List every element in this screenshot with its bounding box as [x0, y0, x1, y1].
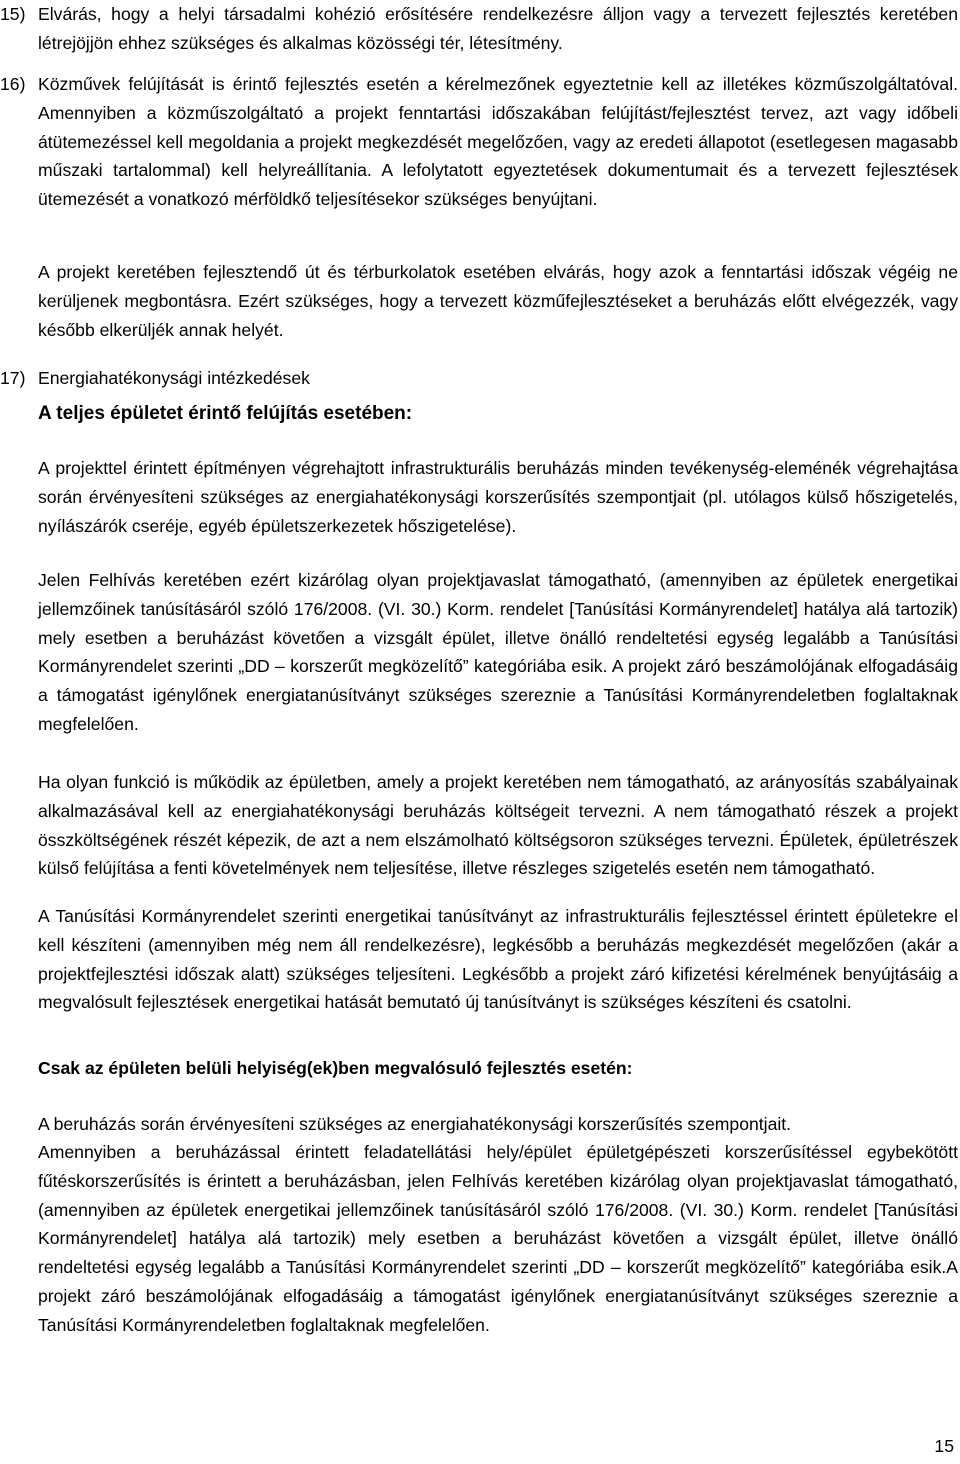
- item-text: Energiahatékonysági intézkedések: [38, 368, 310, 388]
- paragraph-roads: A projekt keretében fejlesztendő út és térburkolatok esetében elvárás, hogy azok a fenntartási időszak végéig ne kerüljenek megbontásra. Ezért szükséges, hogy a tervezett közműfejlesztéseket a beruházás előtt elvégezzék, vagy később elkerüljék annak helyét.: [38, 262, 958, 340]
- paragraph-full-building-2: Jelen Felhívás keretében ezért kizárólag olyan projektjavaslat támogatható, (amennyiben az épületek energetikai jellemzőinek tanúsításáról szóló 176/2008. (VI. 30.) Korm. rendelet [Tanúsítási Kormányrendelet] hatálya alá tartozik) mely esetben a beruházást követően a vizsgált épület, illetve önálló rendeltetési egység legalább a Tanúsítási Kormányrendelet szerinti „DD – korszerűt megközelítő” kategóriába esik. A projekt záró beszámolójának elfogadásáig a támogatást igénylőnek energiatanúsítványt szükséges szereznie a Tanúsítási Kormányrendeletben foglaltaknak megfelelően.: [38, 570, 958, 734]
- paragraph-full-building-1: A projekttel érintett építményen végrehajtott infrastrukturális beruházás minden tevékenység-eleménék végrehajtása során érvényesíteni szükséges az energiahatékonysági korszerűsítés szempontjait (pl. utólagos külső hőszigetelés, nyílászárók cseréje, egyéb épületszerkezetek hőszigetelése).: [38, 458, 958, 536]
- paragraph-full-building-4: A Tanúsítási Kormányrendelet szerinti energetikai tanúsítványt az infrastrukturális fejlesztéssel érintett épületekre el kell készíteni (amennyiben még nem áll rendelkezésre), legkésőbb a beruházás megkezdését megelőzően (akár a projektfejlesztési időszak alatt) szükséges teljesíteni. Legkésőbb a projekt záró kifizetési kérelmének benyújtásáig a megvalósult fejlesztések energetikai hatását bemutató új tanúsítványt is szükséges készíteni és csatolni.: [38, 906, 958, 1013]
- list-item-16: [0, 70, 958, 214]
- item-number: 15): [0, 4, 26, 24]
- item-number: 16): [0, 74, 26, 94]
- page-number: 15: [934, 1436, 954, 1456]
- item-text: Közművek felújítását is érintő fejlesztés esetén a kérelmezőnek egyeztetnie kell az illetékes közműszolgáltatóval. Amennyiben a közműszolgáltató a projekt fenntartási időszakában felújítást/fejlesztést tervez, azt vagy időbeli átütemezéssel kell megoldania a projekt megkezdését megelőzően, vagy az eredeti állapotot (esetlegesen magasabb műszaki tartalommal) kell helyreállítania. A lefolytatott egyeztetések dokumentumait és a tervezett fejlesztések ütemezését a vonatkozó mérföldkő teljesítésekor szükséges benyújtani.: [38, 74, 958, 210]
- list-item-17: [0, 364, 958, 393]
- paragraph-rooms-1: A beruházás során érvényesíteni szükséges az energiahatékonysági korszerűsítés szempontjait.: [38, 1114, 792, 1134]
- item-number: 17): [0, 368, 26, 388]
- section-heading-full-building: A teljes épületet érintő felújítás esetében:: [38, 403, 413, 424]
- paragraph-full-building-3: Ha olyan funkció is működik az épületben, amely a projekt keretében nem támogatható, az arányosítás szabályainak alkalmazásával kell az energiahatékonysági beruházás költségeit tervezni. A nem támogatható részek a projekt összköltségének részét képezik, de azt a nem elszámolható költségsoron szükséges tervezni. Épületek, épületrészek külső felújítása a fenti követelmények nem teljesítése, illetve részleges szigetelés esetén nem támogatható.: [38, 772, 958, 879]
- list-item-15: [0, 0, 958, 58]
- item-text: Elvárás, hogy a helyi társadalmi kohézió erősítésére rendelkezésre álljon vagy a tervezett fejlesztés keretében létrejöjjön ehhez szükséges és alkalmas közösségi tér, létesítmény.: [38, 4, 958, 53]
- section-heading-rooms: Csak az épületen belüli helyiség(ek)ben megvalósuló fejlesztés esetén:: [38, 1058, 633, 1078]
- paragraph-rooms-2: Amennyiben a beruházással érintett feladatellátási hely/épület épületgépészeti korszerűsítéssel egybekötött fűtéskorszerűsítés is érintett a beruházásban, jelen Felhívás keretében kizárólag olyan projektjavaslat támogatható, (amennyiben az épületek energetikai jellemzőinek tanúsításáról szóló 176/2008. (VI. 30.) Korm. rendelet [Tanúsítási Kormányrendelet] hatálya alá tartozik) mely esetben a beruházást követően a vizsgált épület, illetve önálló rendeltetési egység legalább a Tanúsítási Kormányrendelet szerinti „DD – korszerűt megközelítő” kategóriába esik.A projekt záró beszámolójának elfogadásáig a támogatást igénylőnek energiatanúsítványt szükséges szereznie a Tanúsítási Kormányrendeletben foglaltaknak megfelelően.: [38, 1142, 958, 1335]
